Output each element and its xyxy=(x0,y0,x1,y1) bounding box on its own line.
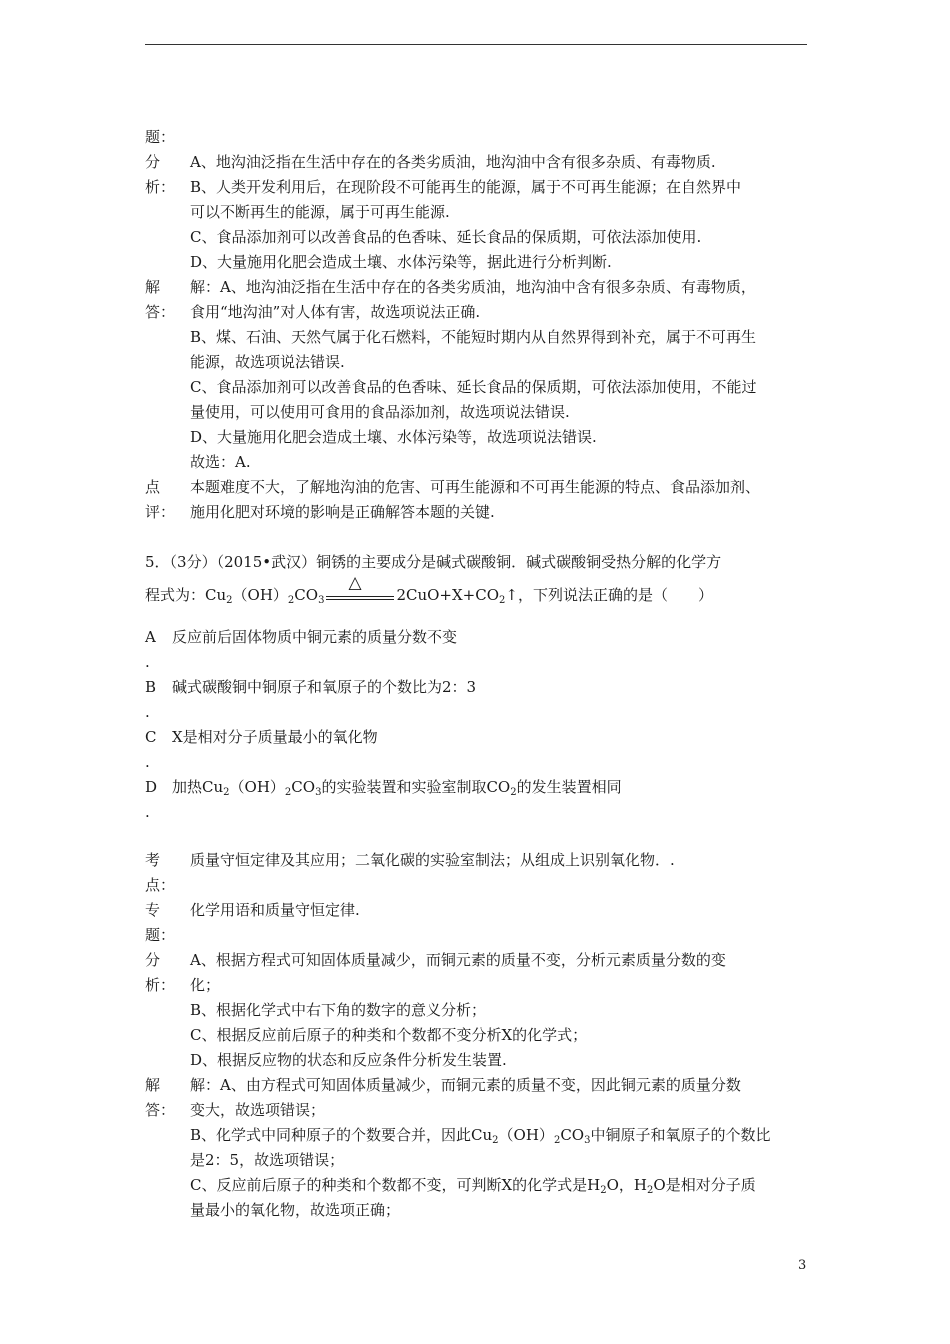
option-b-text: 碱式碳酸铜中铜原子和氧原子的个数比为2：3 xyxy=(172,678,477,696)
q4-comment-label-2: 评： xyxy=(145,503,176,521)
option-b-label: B xyxy=(145,678,157,696)
q5-kaodian-label-2: 点： xyxy=(145,876,176,894)
q5-answer-line: 是2：5，故选项错误； xyxy=(190,1151,345,1169)
reaction-condition xyxy=(324,573,396,605)
q4-analysis-line: C、食品添加剂可以改善食品的色香味、延长食品的保质期，可依法添加使用. xyxy=(190,228,702,246)
q4-tail-label: 题： xyxy=(145,128,176,146)
eq-sub: 2 xyxy=(499,595,506,606)
eq-sub: 2 xyxy=(287,595,295,606)
q5-kaodian-label-1: 考 xyxy=(145,851,161,869)
eq-co: CO xyxy=(294,586,319,604)
option-dot: . xyxy=(145,753,150,771)
page-number: 3 xyxy=(798,1258,807,1273)
option-a-label: A xyxy=(145,628,156,646)
option-d-label: D xyxy=(145,778,158,796)
q4-analysis-label-2: 析： xyxy=(145,178,176,196)
q4-analysis-line: 可以不断再生的能源，属于可再生能源. xyxy=(190,203,450,221)
q5-zhuanti-label-1: 专 xyxy=(145,901,161,919)
q4-comment-line: 本题难度不大，了解地沟油的危害、可再生能源和不可再生能源的特点、食品添加剂、 xyxy=(190,478,761,496)
q5-equation xyxy=(145,573,713,606)
q4-analysis-line: D、大量施用化肥会造成土壤、水体污染等，据此进行分析判断. xyxy=(190,253,612,271)
q4-answer-line: 食用“地沟油”对人体有害，故选项说法正确. xyxy=(190,303,481,321)
q5-answer-label-2: 答： xyxy=(145,1101,176,1119)
q4-answer-line: D、大量施用化肥会造成土壤、水体污染等，故选项说法错误. xyxy=(190,428,597,446)
option-c-text: X是相对分子质量最小的氧化物 xyxy=(172,728,378,746)
eq-prefix: 程式为：Cu xyxy=(145,586,227,604)
q5-stem-line: 5．（3分）（2015•武汉）铜锈的主要成分是碱式碳酸铜．碱式碳酸铜受热分解的化学方 xyxy=(145,553,722,571)
eq-sub: 2 xyxy=(226,595,233,606)
q5-answer-line: B、化学式中同种原子的个数要合并，因此$Cu_2(OH)_2CO_3$中铜原子和氧原子的个数比 xyxy=(190,1126,771,1146)
q4-analysis-line: B、人类开发利用后，在现阶段不可能再生的能源，属于不可再生能源；在自然界中 xyxy=(190,178,742,196)
q5-analysis-line: C、根据反应前后原子的种类和个数都不变分析X的化学式； xyxy=(190,1026,588,1044)
q4-analysis-line: A、地沟油泛指在生活中存在的各类劣质油，地沟油中含有很多杂质、有毒物质. xyxy=(190,153,716,171)
q4-answer-line: 能源，故选项说法错误. xyxy=(190,353,345,371)
q5-answer-label-1: 解 xyxy=(145,1076,161,1094)
q5-analysis-line: D、根据反应物的状态和反应条件分析发生装置. xyxy=(190,1051,507,1069)
eq-sub: 3 xyxy=(318,595,325,606)
q5-zhuanti-text: 化学用语和质量守恒定律. xyxy=(190,901,360,919)
q4-analysis-label-1: 分 xyxy=(145,153,161,171)
q4-comment-line: 施用化肥对环境的影响是正确解答本题的关键. xyxy=(190,503,495,521)
eq-oh: （OH） xyxy=(232,586,288,604)
q5-zhuanti-label-2: 题： xyxy=(145,926,176,944)
q4-answer-line: 故选：A. xyxy=(190,453,251,471)
eq-products: 2CuO+X+CO xyxy=(396,586,500,604)
heat-delta-icon: △ xyxy=(348,573,362,593)
q5-answer-line: 量最小的氧化物，故选项正确； xyxy=(190,1201,401,1219)
option-c-label: C xyxy=(145,728,157,746)
q4-answer-label-2: 答： xyxy=(145,303,176,321)
q4-answer-line: B、煤、石油、天然气属于化石燃料，不能短时期内从自然界得到补充，属于不可再生 xyxy=(190,328,757,346)
q5-analysis-line: B、根据化学式中右下角的数字的意义分析； xyxy=(190,1001,487,1019)
q5-answer-line: 解：A、由方程式可知固体质量减少，而铜元素的质量不变，因此铜元素的质量分数 xyxy=(190,1076,741,1094)
q5-kaodian-text: 质量守恒定律及其应用；二氧化碳的实验室制法；从组成上识别氧化物．. xyxy=(190,851,675,869)
option-dot: . xyxy=(145,653,150,671)
header-rule xyxy=(145,44,807,45)
q5-analysis-line: 化； xyxy=(190,976,221,994)
q5-analysis-label-1: 分 xyxy=(145,951,161,969)
eq-suffix: ↑，下列说法正确的是（ ） xyxy=(505,586,713,604)
q5-analysis-line: A、根据方程式可知固体质量减少，而铜元素的质量不变，分析元素质量分数的变 xyxy=(190,951,726,969)
q4-comment-label-1: 点 xyxy=(145,478,161,496)
option-d-text: 加热$Cu_2(OH)_2CO_3$的实验装置和实验室制取$CO_2$的发生装置相同 xyxy=(172,778,622,798)
q5-answer-line: C、反应前后原子的种类和个数都不变，可判断X的化学式是$H_2O$，$H_2O$是相对分子质 xyxy=(190,1176,756,1196)
option-dot: . xyxy=(145,703,150,721)
q5-analysis-label-2: 析： xyxy=(145,976,176,994)
option-a-text: 反应前后固体物质中铜元素的质量分数不变 xyxy=(172,628,458,646)
q5-answer-line: 变大，故选项错误； xyxy=(190,1101,326,1119)
q4-answer-label-1: 解 xyxy=(145,278,161,296)
q4-answer-line: C、食品添加剂可以改善食品的色香味、延长食品的保质期，可依法添加使用，不能过 xyxy=(190,378,757,396)
option-dot: . xyxy=(145,803,150,821)
q4-answer-line: 量使用，可以使用可食用的食品添加剂，故选项说法错误. xyxy=(190,403,570,421)
q4-answer-line: 解：A、地沟油泛指在生活中存在的各类劣质油，地沟油中含有很多杂质、有毒物质， xyxy=(190,278,756,296)
